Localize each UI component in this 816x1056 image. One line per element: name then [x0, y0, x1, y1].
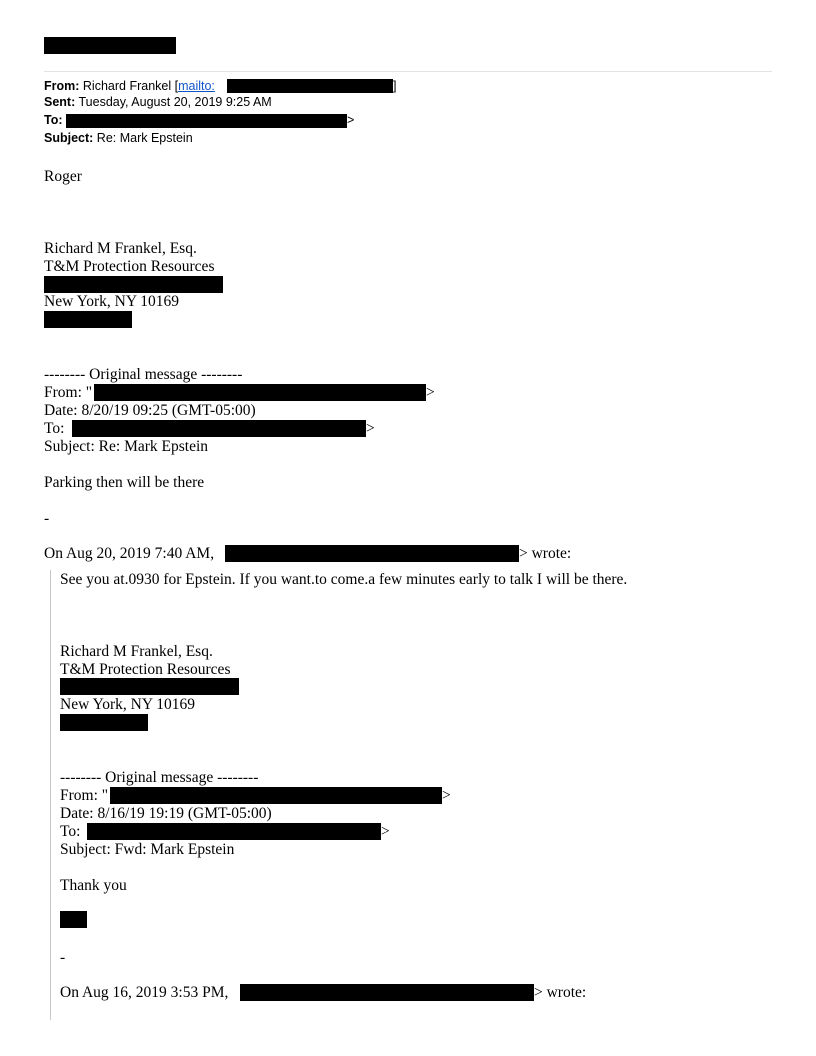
signature-company: T&M Protection Resources	[44, 258, 215, 275]
quoted-original-to: To:	[60, 823, 81, 840]
quote-bar	[50, 570, 51, 1020]
header-divider	[44, 71, 772, 72]
redacted-quoted-sender	[110, 787, 442, 804]
mailto-close: ]	[393, 79, 397, 93]
quoted-message: See you at.0930 for Epstein. If you want.to come.a few minutes early to talk I will be there.	[60, 571, 628, 588]
header-subject-line	[44, 130, 193, 146]
header-from-line	[44, 78, 215, 94]
original-date: Date: 8/20/19 09:25 (GMT-05:00)	[44, 402, 256, 419]
on-wrote-suffix: > wrote:	[519, 545, 572, 562]
original-from-close: >	[426, 384, 435, 401]
redacted-to	[72, 420, 366, 437]
quoted-original-subject: Subject: Fwd: Mark Epstein	[60, 841, 235, 858]
original-divider: -------- Original message --------	[44, 366, 243, 383]
original-subject: Subject: Re: Mark Epstein	[44, 438, 209, 455]
redacted-phone	[44, 311, 132, 328]
greeting: Roger	[44, 168, 82, 185]
subject-value: Re: Mark Epstein	[96, 131, 193, 145]
redacted-initials	[60, 911, 87, 928]
to-close: >	[347, 113, 355, 127]
from-name: Richard Frankel [	[82, 79, 179, 93]
quoted-signature-name: Richard M Frankel, Esq.	[60, 643, 213, 660]
signature-name: Richard M Frankel, Esq.	[44, 240, 197, 257]
original-to: To:	[44, 420, 65, 437]
mailto-link[interactable]: mailto:	[178, 79, 215, 93]
header-sent-line	[44, 94, 272, 110]
original-from: From: "	[44, 384, 93, 401]
quoted-original-date: Date: 8/16/19 19:19 (GMT-05:00)	[60, 805, 272, 822]
redacted-recipient	[66, 114, 347, 128]
signature-city: New York, NY 10169	[44, 293, 180, 310]
quoted-signature-company: T&M Protection Resources	[60, 661, 231, 678]
quoted-on-wrote-suffix: > wrote:	[534, 984, 587, 1001]
reply-text: Parking then will be there	[44, 474, 205, 491]
on-wrote-prefix: On Aug 20, 2019 7:40 AM,	[44, 545, 215, 562]
original-to-close: >	[366, 420, 375, 437]
redacted-sender	[94, 384, 426, 401]
dash: -	[44, 510, 50, 527]
header-to-line	[44, 112, 63, 128]
quoted-original-to-close: >	[381, 823, 390, 840]
quoted-original-from: From: "	[60, 787, 109, 804]
to-label: To:	[44, 113, 63, 127]
quoted-signature-city: New York, NY 10169	[60, 696, 196, 713]
redacted-quoted-phone	[60, 714, 148, 731]
redacted-block	[44, 37, 176, 54]
sent-value: Tuesday, August 20, 2019 9:25 AM	[78, 95, 272, 109]
subject-label: Subject:	[44, 131, 94, 145]
quoted-original-divider: -------- Original message --------	[60, 769, 259, 786]
redacted-email	[227, 79, 393, 93]
redacted-quoted-to	[87, 823, 381, 840]
quoted-original-from-close: >	[442, 787, 451, 804]
redacted-address	[44, 276, 223, 293]
redacted-quoted-writer	[240, 984, 534, 1001]
quoted-on-wrote-prefix: On Aug 16, 2019 3:53 PM,	[60, 984, 229, 1001]
from-label: From:	[44, 79, 80, 93]
quoted-thanks: Thank you	[60, 877, 127, 894]
redacted-writer	[225, 545, 519, 562]
redacted-quoted-address	[60, 678, 239, 695]
quoted-dash: -	[60, 949, 66, 966]
sent-label: Sent:	[44, 95, 76, 109]
